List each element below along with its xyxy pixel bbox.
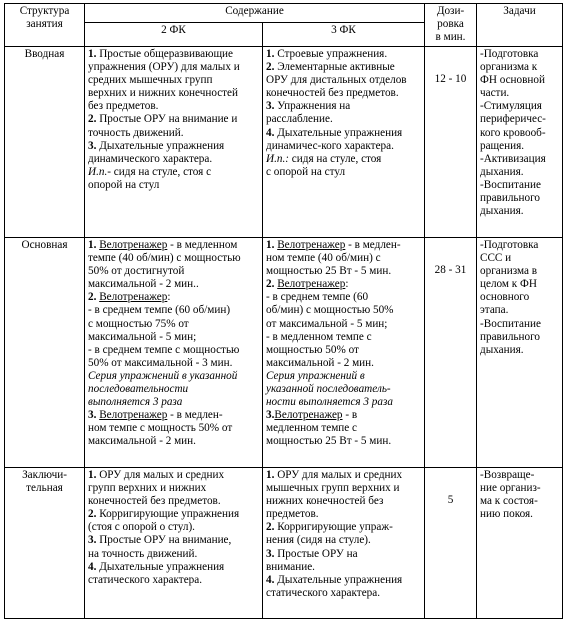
content-line xyxy=(266,409,421,422)
text-run: сидя на стуле, стоя xyxy=(289,152,382,165)
text-run: ОРУ для малых и средних xyxy=(274,469,403,481)
header-structure-line: занятия xyxy=(26,18,63,31)
text-run: точность движений. xyxy=(88,126,184,139)
content-line xyxy=(88,61,259,74)
content-line xyxy=(88,153,259,166)
tasks-list xyxy=(477,47,563,238)
header-3fk: 3 ФК xyxy=(263,23,425,47)
task-line: -Воспитание xyxy=(480,317,541,330)
dose-value: 5 xyxy=(425,468,477,619)
content-line xyxy=(266,166,421,179)
text-run: Простые ОРУ на xyxy=(274,547,358,560)
text-run: : xyxy=(345,278,349,291)
text-run: статического характера. xyxy=(88,573,203,586)
text-run: 4. xyxy=(266,126,275,139)
section-name-line: Вводная xyxy=(24,48,65,60)
text-run: 1. xyxy=(88,48,97,60)
text-run: 50% от максимальной - 3 мин. xyxy=(88,356,233,369)
section-name-line: тельная xyxy=(26,482,63,495)
text-run: Велотренажер xyxy=(277,278,346,291)
text-run: упражнения (ОРУ) для малых и xyxy=(88,61,240,74)
content-line xyxy=(88,574,259,587)
text-run: максимальной - 2 мин.. xyxy=(88,278,199,291)
text-run: 1. xyxy=(88,239,97,251)
text-run: конечностей без предметов. xyxy=(266,87,399,100)
text-run: 1. xyxy=(266,469,275,481)
text-run: 3. xyxy=(88,534,97,547)
content-3fk xyxy=(263,238,425,468)
content-line xyxy=(88,113,259,126)
content-line xyxy=(266,344,421,357)
content-line xyxy=(266,140,421,153)
text-run: Велотренажер xyxy=(277,239,346,251)
text-run: И.п. xyxy=(88,165,108,178)
text-run: ном темпе с мощность 50% от xyxy=(88,422,233,435)
content-line xyxy=(266,153,421,166)
content-line xyxy=(88,291,259,304)
text-run: нения (сидя на стуле). xyxy=(266,534,371,547)
text-run: Упражнения на xyxy=(274,100,351,113)
content-2fk xyxy=(85,238,263,468)
text-run: - сидя на стуле, стоя с xyxy=(107,165,212,178)
text-run: мощностью 25 Вт - 5 мин. xyxy=(266,265,392,278)
text-run: без предметов. xyxy=(88,100,159,113)
task-line: дыхания. xyxy=(480,343,524,356)
section-name xyxy=(5,47,85,238)
content-line xyxy=(266,87,421,100)
tasks-list xyxy=(477,468,563,619)
content-line xyxy=(88,48,259,61)
text-run: ности выполняется 3 раза xyxy=(266,396,393,409)
content-line xyxy=(266,48,421,61)
text-run: расслабление. xyxy=(266,113,333,126)
text-run: 2. xyxy=(88,291,97,304)
content-line xyxy=(266,482,421,495)
text-run: Корригирующие упраж- xyxy=(274,521,393,534)
text-run: Корригирующие упражнения xyxy=(96,508,240,521)
row-main xyxy=(5,238,563,468)
text-run: Серия упражнений в xyxy=(266,369,365,382)
text-run: выполняется 3 раза xyxy=(88,396,183,409)
content-line xyxy=(266,291,421,304)
text-run: опорой на стул xyxy=(88,178,160,191)
text-run: 3. xyxy=(88,139,97,152)
text-run: мощностью 50% от xyxy=(266,343,359,356)
content-3fk xyxy=(263,47,425,238)
content-line xyxy=(88,278,259,291)
text-run: 2. xyxy=(88,113,97,126)
text-run: последовательности xyxy=(88,383,189,396)
text-run: динамичес-кого характера. xyxy=(266,139,394,152)
text-run: 2. xyxy=(266,521,275,534)
content-line xyxy=(88,87,259,100)
text-run: максимальной - 2 мин. xyxy=(88,435,196,448)
content-line xyxy=(266,587,421,600)
task-line: этапа. xyxy=(480,304,509,317)
text-run: средних мышечных групп xyxy=(88,74,213,87)
task-line: правильного xyxy=(480,192,540,205)
header-2fk: 2 ФК xyxy=(85,23,263,47)
content-line xyxy=(266,61,421,74)
section-name-line: Основная xyxy=(21,239,68,251)
content-line xyxy=(88,252,259,265)
content-line xyxy=(266,127,421,140)
section-name xyxy=(5,468,85,619)
content-line xyxy=(266,469,421,482)
task-line: -Активизация xyxy=(480,152,546,165)
task-line: организма к xyxy=(480,61,538,74)
text-run: групп верхних и нижних xyxy=(88,482,207,495)
task-line: -Подготовка xyxy=(480,239,539,251)
task-line: части. xyxy=(480,87,510,100)
content-line xyxy=(266,574,421,587)
content-line xyxy=(88,548,259,561)
header-dose-line: ровка xyxy=(437,18,464,31)
text-run: нижних конечностей без xyxy=(266,495,384,508)
text-run: - в среднем темпе (60 xyxy=(266,291,369,304)
content-line xyxy=(88,383,259,396)
text-run: 3. xyxy=(88,409,97,422)
header-structure-line: Структура xyxy=(19,5,70,17)
task-line: дыхания. xyxy=(480,165,524,178)
text-run: ном темпе (40 об/мин) с xyxy=(266,252,381,265)
task-line: ращения. xyxy=(480,139,525,152)
content-line xyxy=(88,521,259,534)
text-run: максимальной - 2 мин. xyxy=(266,356,374,369)
content-line xyxy=(88,409,259,422)
text-run: предметов. xyxy=(266,508,319,521)
text-run: 4. xyxy=(88,560,97,573)
text-run: 4. xyxy=(266,573,275,586)
content-line xyxy=(88,534,259,547)
content-line xyxy=(266,534,421,547)
text-run: динамического характера. xyxy=(88,152,213,165)
text-run: - в медлен- xyxy=(345,239,401,251)
content-line xyxy=(266,548,421,561)
content-line xyxy=(88,304,259,317)
text-run: 3. xyxy=(266,100,275,113)
task-line: периферичес- xyxy=(480,113,546,126)
text-run: - в xyxy=(342,409,358,422)
header-dose-line: в мин. xyxy=(435,31,466,44)
text-run: Дыхательные упражнения xyxy=(274,126,403,139)
content-3fk xyxy=(263,468,425,619)
task-line: целом к ФН xyxy=(480,278,537,291)
content-line xyxy=(88,495,259,508)
content-line xyxy=(266,318,421,331)
content-line xyxy=(266,239,421,252)
text-run: Простые ОРУ на внимание и xyxy=(96,113,238,126)
content-line xyxy=(266,331,421,344)
text-run: Дыхательные упражнения xyxy=(96,139,225,152)
text-run: Дыхательные упражнения xyxy=(274,573,403,586)
task-line: организма в xyxy=(480,265,538,278)
text-run: - в медленном темпе с xyxy=(266,330,372,343)
section-name xyxy=(5,238,85,468)
tasks-list xyxy=(477,238,563,468)
dose-value: 12 - 10 xyxy=(425,47,477,238)
text-run: Строевые упражнения. xyxy=(274,48,388,60)
text-run: 2. xyxy=(88,508,97,521)
text-run: 2. xyxy=(266,278,275,291)
text-run: на точность движений. xyxy=(88,547,198,560)
text-run: 3. xyxy=(266,547,275,560)
content-line xyxy=(266,508,421,521)
text-run: верхних и нижних конечностей xyxy=(88,87,239,100)
content-line xyxy=(266,422,421,435)
header-dose-line: Дози- xyxy=(436,5,465,17)
text-run: об/мин) с мощностью 50% xyxy=(266,304,394,317)
content-line xyxy=(266,370,421,383)
text-run: - в среднем темпе (60 об/мин) xyxy=(88,304,231,317)
content-line xyxy=(88,140,259,153)
text-run: И.п.: xyxy=(266,152,289,165)
text-run: Простые ОРУ на внимание, xyxy=(96,534,232,547)
content-line xyxy=(266,74,421,87)
content-line xyxy=(266,252,421,265)
header-dose xyxy=(425,4,477,47)
content-line xyxy=(88,508,259,521)
content-line xyxy=(88,100,259,113)
text-run: ОРУ для малых и средних xyxy=(96,469,225,481)
task-line: кого кровооб- xyxy=(480,126,546,139)
task-line: ние организ- xyxy=(480,482,541,495)
content-2fk xyxy=(85,468,263,619)
text-run: 50% от достигнутой xyxy=(88,265,185,278)
text-run: внимание. xyxy=(266,560,315,573)
text-run: мышечных групп верхних и xyxy=(266,482,400,495)
text-run: Велотренажер xyxy=(99,239,168,251)
text-run: 3. xyxy=(266,409,275,422)
content-line xyxy=(266,521,421,534)
text-run: Велотренажер xyxy=(99,409,168,422)
text-run: - в среднем темпе с мощностью xyxy=(88,343,240,356)
row-introductory xyxy=(5,47,563,238)
content-line xyxy=(88,239,259,252)
text-run: темпе (40 об/мин) с мощностью xyxy=(88,252,241,265)
task-line: ССС и xyxy=(480,252,512,265)
text-run: мощностью 25 Вт - 5 мин. xyxy=(266,435,392,448)
text-run: максимальной - 5 мин; xyxy=(88,330,197,343)
content-line xyxy=(266,278,421,291)
text-run: Элементарные активные xyxy=(274,61,395,74)
content-line xyxy=(88,179,259,192)
text-run: конечностей без предметов. xyxy=(88,495,221,508)
content-line xyxy=(266,304,421,317)
content-line xyxy=(266,396,421,409)
text-run: Простые общеразвивающие xyxy=(96,48,234,60)
content-line xyxy=(266,383,421,396)
content-line xyxy=(266,495,421,508)
task-line: -Стимуляция xyxy=(480,100,542,113)
text-run: 2. xyxy=(266,61,275,74)
content-line xyxy=(88,265,259,278)
header-structure xyxy=(5,4,85,47)
content-line xyxy=(266,357,421,370)
header-content: Содержание xyxy=(85,4,425,23)
task-line: -Возвраще- xyxy=(480,469,535,481)
task-line: нию покоя. xyxy=(480,508,533,521)
content-line xyxy=(88,370,259,383)
task-line: -Воспитание xyxy=(480,178,541,191)
content-line xyxy=(88,318,259,331)
text-run: Серия упражнений в указанной xyxy=(88,369,238,382)
exercise-program-table xyxy=(4,3,563,619)
task-line: ма к состоя- xyxy=(480,495,538,508)
row-final xyxy=(5,468,563,619)
task-line: правильного xyxy=(480,330,540,343)
task-line: ФН основной xyxy=(480,74,545,87)
content-line xyxy=(266,265,421,278)
content-line xyxy=(88,469,259,482)
text-run: с мощностью 75% от xyxy=(88,317,189,330)
content-line xyxy=(88,331,259,344)
dose-value: 28 - 31 xyxy=(425,238,477,468)
text-run: 1. xyxy=(266,48,275,60)
text-run: : xyxy=(167,291,171,304)
text-run: указанной последователь- xyxy=(266,383,391,396)
task-line: -Подготовка xyxy=(480,48,539,60)
text-run: с опорой на стул xyxy=(266,165,346,178)
header-tasks: Задачи xyxy=(477,4,563,47)
content-line xyxy=(88,482,259,495)
text-run: - в медленном xyxy=(167,239,238,251)
text-run: статического характера. xyxy=(266,586,381,599)
content-line xyxy=(266,561,421,574)
content-line xyxy=(88,561,259,574)
task-line: дыхания. xyxy=(480,205,524,218)
content-line xyxy=(266,435,421,448)
content-2fk xyxy=(85,47,263,238)
content-line xyxy=(88,166,259,179)
text-run: 1. xyxy=(266,239,275,251)
content-line xyxy=(88,357,259,370)
text-run: - в медлен- xyxy=(167,409,223,422)
text-run: 1. xyxy=(88,469,97,481)
text-run: от максимальной - 5 мин; xyxy=(266,317,388,330)
content-line xyxy=(88,344,259,357)
task-line: основного xyxy=(480,291,530,304)
content-line xyxy=(266,113,421,126)
text-run: ОРУ для дистальных отделов xyxy=(266,74,407,87)
content-line xyxy=(266,100,421,113)
text-run: медленном темпе с xyxy=(266,422,358,435)
content-line xyxy=(88,396,259,409)
content-line xyxy=(88,74,259,87)
section-name-line: Заключи- xyxy=(22,469,67,481)
text-run: Дыхательные упражнения xyxy=(96,560,225,573)
text-run: Велотренажер xyxy=(99,291,168,304)
content-line xyxy=(88,422,259,435)
text-run: Велотренажер xyxy=(274,409,343,422)
content-line xyxy=(88,127,259,140)
text-run: (стоя с опорой о стул). xyxy=(88,521,195,534)
content-line xyxy=(88,435,259,448)
